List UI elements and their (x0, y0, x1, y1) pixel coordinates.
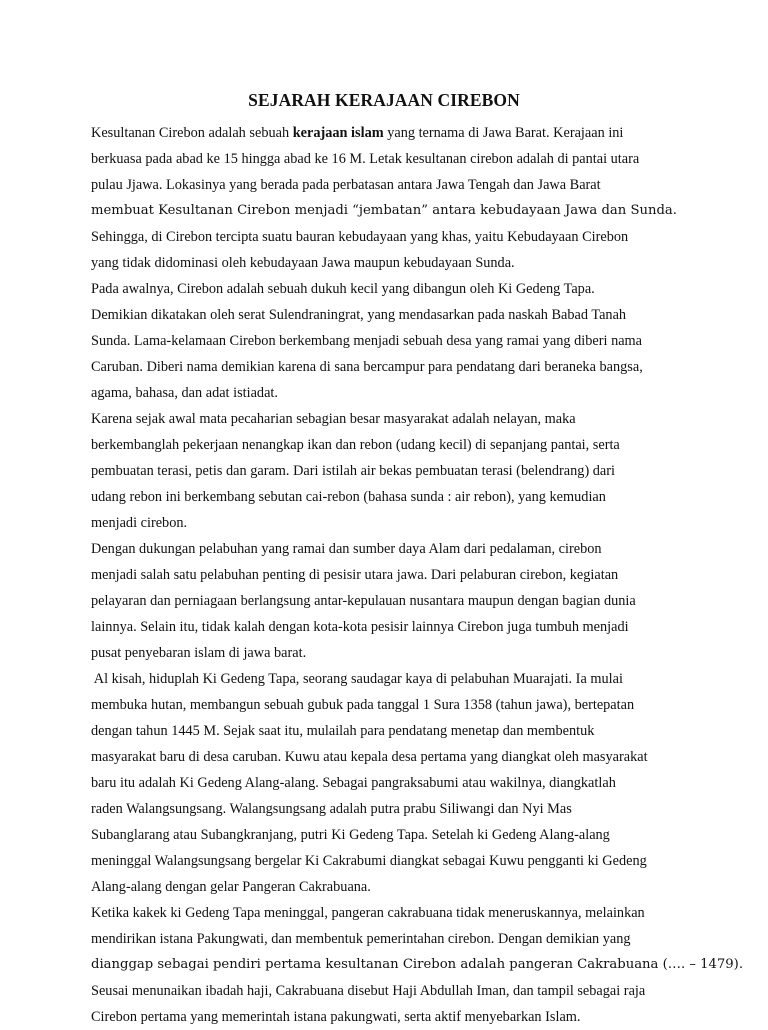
body-line: berkuasa pada abad ke 15 hingga abad ke 16 M. Letak kesultanan cirebon adalah di pantai utara (91, 151, 640, 167)
body-line: membuat Kesultanan Cirebon menjadi “jembatan” antara kebudayaan Jawa dan Sunda. (91, 203, 677, 218)
body-line: Alang-alang dengan gelar Pangeran Cakrabuana. (91, 879, 371, 895)
body-line: pembuatan terasi, petis dan garam. Dari istilah air bekas pembuatan terasi (belendrang) dari (91, 463, 616, 479)
body-line: dianggap sebagai pendiri pertama kesultanan Cirebon adalah pangeran Cakrabuana (…. – 1479). (91, 957, 744, 972)
body-line: menjadi cirebon. (91, 515, 188, 531)
line-text: Kesultanan Cirebon adalah sebuah (91, 125, 293, 141)
body-line: Caruban. Diberi nama demikian karena di sana bercampur para pendatang dari beraneka bangsa, (91, 359, 643, 375)
body-line: masyarakat baru di desa caruban. Kuwu atau kepala desa pertama yang diangkat oleh masyarakat (91, 749, 648, 765)
body-line: Karena sejak awal mata pecaharian sebagian besar masyarakat adalah nelayan, maka (91, 411, 576, 427)
document-title: SEJARAH KERAJAAN CIREBON (248, 90, 520, 110)
bold-term: kerajaan islam (292, 125, 384, 141)
body-line: Seusai menunaikan ibadah haji, Cakrabuana disebut Haji Abdullah Iman, dan tampil sebagai raja (91, 983, 646, 999)
body-line: pusat penyebaran islam di jawa barat. (91, 645, 307, 661)
body-line: agama, bahasa, dan adat istiadat. (91, 385, 278, 401)
body-line: Pada awalnya, Cirebon adalah sebuah dukuh kecil yang dibangun oleh Ki Gedeng Tapa. (91, 281, 595, 297)
body-line (91, 120, 691, 146)
body-line: berkembanglah pekerjaan nenangkap ikan dan rebon (udang kecil) di sepanjang pantai, serta (91, 437, 620, 453)
line-text: yang ternama di Jawa Barat. Kerajaan ini (383, 125, 624, 141)
body-line: raden Walangsungsang. Walangsungsang adalah putra prabu Siliwangi dan Nyi Mas (91, 801, 572, 817)
body-line: Ketika kakek ki Gedeng Tapa meninggal, pangeran cakrabuana tidak meneruskannya, melainkan (91, 905, 645, 921)
body-line: Subanglarang atau Subangkranjang, putri Ki Gedeng Tapa. Setelah ki Gedeng Alang-alang (91, 827, 610, 843)
body-line: menjadi salah satu pelabuhan penting di pesisir utara jawa. Dari pelaburan cirebon, kegiatan (91, 567, 619, 583)
body-line: Dengan dukungan pelabuhan yang ramai dan sumber daya Alam dari pedalaman, cirebon (91, 541, 602, 557)
body-line: Demikian dikatakan oleh serat Sulendraningrat, yang mendasarkan pada naskah Babad Tanah (91, 307, 627, 323)
body-line: yang tidak didominasi oleh kebudayaan Jawa maupun kebudayaan Sunda. (91, 255, 515, 271)
body-line: Sehingga, di Cirebon tercipta suatu bauran kebudayaan yang khas, yaitu Kebudayaan Cirebon (91, 229, 629, 245)
body-line: pulau Jjawa. Lokasinya yang berada pada perbatasan antara Jawa Tengah dan Jawa Barat (91, 177, 601, 193)
body-line: lainnya. Selain itu, tidak kalah dengan kota-kota pesisir lainnya Cirebon juga tumbuh menjadi (91, 619, 629, 635)
body-line: mendirikan istana Pakungwati, dan membentuk pemerintahan cirebon. Dengan demikian yang (91, 931, 631, 947)
body-line: pelayaran dan perniagaan berlangsung antar-kepulauan nusantara maupun dengan bagian dunia (91, 593, 636, 609)
body-line: meninggal Walangsungsang bergelar Ki Cakrabumi diangkat sebagai Kuwu pengganti ki Gedeng (91, 853, 647, 869)
document-body (91, 120, 744, 1030)
body-line: udang rebon ini berkembang sebutan cai-rebon (bahasa sunda : air rebon), yang kemudian (91, 489, 606, 505)
body-line: dengan tahun 1445 M. Sejak saat itu, mulailah para pendatang menetap dan membentuk (91, 723, 595, 739)
body-line: Al kisah, hiduplah Ki Gedeng Tapa, seorang saudagar kaya di pelabuhan Muarajati. Ia mulai (91, 671, 623, 687)
body-line: Cirebon pertama yang memerintah istana pakungwati, serta aktif menyebarkan Islam. (91, 1009, 581, 1025)
body-line: membuka hutan, membangun sebuah gubuk pada tanggal 1 Sura 1358 (tahun jawa), bertepatan (91, 697, 635, 713)
body-line: Sunda. Lama-kelamaan Cirebon berkembang menjadi sebuah desa yang ramai yang diberi nama (91, 333, 643, 349)
body-line: baru itu adalah Ki Gedeng Alang-alang. Sebagai pangraksabumi atau wakilnya, diangkatlah (91, 775, 616, 791)
